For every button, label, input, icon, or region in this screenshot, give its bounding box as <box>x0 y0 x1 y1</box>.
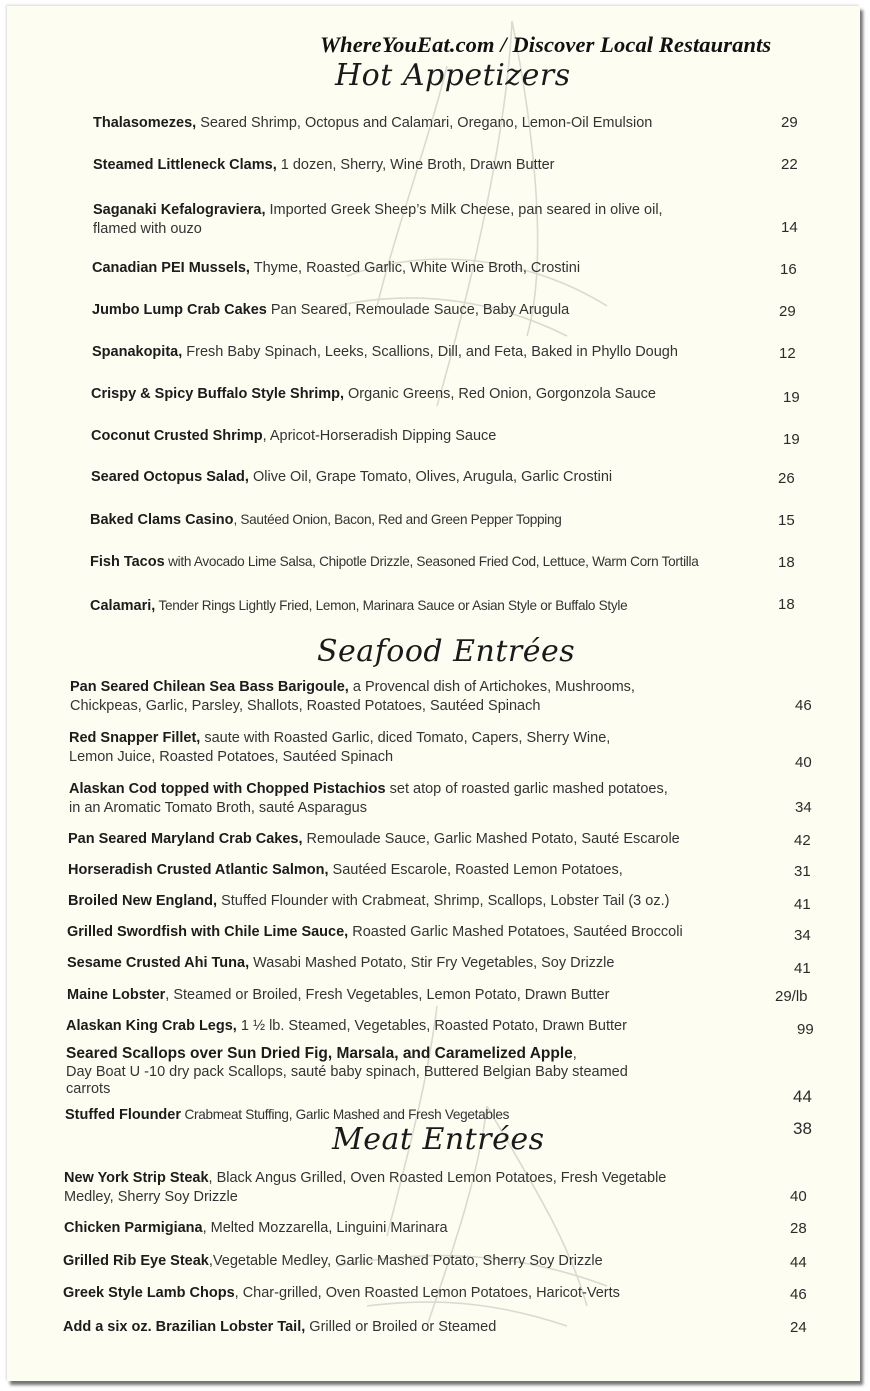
menu-item: Calamari, Tender Rings Lightly Fried, Lemon, Marinara Sauce or Asian Style or Buffalo Style <box>90 598 628 614</box>
menu-item-price: 34 <box>794 927 811 944</box>
menu-item-price: 26 <box>778 470 795 487</box>
menu-item-price: 34 <box>795 799 812 816</box>
menu-item-price: 41 <box>794 896 811 913</box>
menu-page <box>7 6 860 1381</box>
section-title-meat-entrees: Meat Entrées <box>332 1122 545 1157</box>
menu-item-price: 38 <box>793 1119 812 1138</box>
menu-item-price: 19 <box>783 431 800 448</box>
menu-item-price: 46 <box>790 1286 807 1303</box>
menu-item: Spanakopita, Fresh Baby Spinach, Leeks, Scallions, Dill, and Feta, Baked in Phyllo Dough <box>92 344 678 360</box>
menu-item-price: 18 <box>778 554 795 571</box>
menu-item: Steamed Littleneck Clams, 1 dozen, Sherry, Wine Broth, Drawn Butter <box>93 157 555 173</box>
menu-item-price: 31 <box>794 863 811 880</box>
menu-item-price: 44 <box>790 1254 807 1271</box>
menu-item-price: 29 <box>781 114 798 131</box>
menu-item: Grilled Rib Eye Steak,Vegetable Medley, Garlic Mashed Potato, Sherry Soy Drizzle <box>63 1253 603 1269</box>
menu-item-price: 44 <box>793 1087 812 1106</box>
section-title-hot-appetizers: Hot Appetizers <box>335 58 571 93</box>
menu-item-price: 40 <box>795 754 812 771</box>
menu-item-price: 15 <box>778 512 795 529</box>
menu-item-price: 19 <box>783 389 800 406</box>
menu-item: Jumbo Lump Crab Cakes Pan Seared, Remoulade Sauce, Baby Arugula <box>92 302 570 318</box>
menu-item-price: 46 <box>795 697 812 714</box>
menu-item: Pan Seared Chilean Sea Bass Barigoule, a Provencal dish of Artichokes, Mushrooms, Chickpeas, Garlic, Parsley, Shallots, Roasted Potatoes, Sautéed Spinach <box>70 679 635 714</box>
menu-item-price: 24 <box>790 1319 807 1336</box>
site-banner: WhereYouEat.com / Discover Local Restaurants <box>320 32 772 57</box>
menu-item: Greek Style Lamb Chops, Char-grilled, Oven Roasted Lemon Potatoes, Haricot-Verts <box>63 1285 620 1301</box>
menu-item: Thalasomezes, Seared Shrimp, Octopus and Calamari, Oregano, Lemon-Oil Emulsion <box>93 115 653 131</box>
menu-item-price: 99 <box>797 1021 814 1038</box>
menu-item-price: 40 <box>790 1188 807 1205</box>
menu-item: Maine Lobster, Steamed or Broiled, Fresh Vegetables, Lemon Potato, Drawn Butter <box>67 987 610 1003</box>
menu-item: Fish Tacos with Avocado Lime Salsa, Chipotle Drizzle, Seasoned Fried Cod, Lettuce, Warm Corn Tortilla <box>90 554 699 570</box>
menu-item: Crispy & Spicy Buffalo Style Shrimp, Organic Greens, Red Onion, Gorgonzola Sauce <box>91 386 656 402</box>
menu-item: Pan Seared Maryland Crab Cakes, Remoulade Sauce, Garlic Mashed Potato, Sauté Escarole <box>68 831 680 847</box>
menu-item: Horseradish Crusted Atlantic Salmon, Sautéed Escarole, Roasted Lemon Potatoes, <box>68 862 623 878</box>
menu-item-price: 16 <box>780 261 797 278</box>
menu-item: Add a six oz. Brazilian Lobster Tail, Grilled or Broiled or Steamed <box>63 1319 497 1335</box>
menu-item-price: 41 <box>794 960 811 977</box>
menu-item-price: 18 <box>778 596 795 613</box>
menu-item-price: 42 <box>794 832 811 849</box>
menu-item: Seared Scallops over Sun Dried Fig, Marsala, and Caramelized Apple, Day Boat U -10 dry pack Scallops, sauté baby spinach, Buttered Belgian Baby steamed carrots <box>66 1045 628 1097</box>
menu-item-price: 12 <box>779 345 796 362</box>
menu-item: Red Snapper Fillet, saute with Roasted Garlic, diced Tomato, Capers, Sherry Wine, Lemon Juice, Roasted Potatoes, Sautéed Spinach <box>69 730 611 765</box>
menu-item-price: 22 <box>781 156 798 173</box>
menu-item: Baked Clams Casino, Sautéed Onion, Bacon, Red and Green Pepper Topping <box>90 512 562 528</box>
menu-item: Saganaki Kefalograviera, Imported Greek Sheep’s Milk Cheese, pan seared in olive oil, flamed with ouzo <box>93 202 663 237</box>
menu-item: Chicken Parmigiana, Melted Mozzarella, Linguini Marinara <box>64 1220 448 1236</box>
section-title-seafood-entrees: Seafood Entrées <box>317 634 576 669</box>
menu-item: Broiled New England, Stuffed Flounder with Crabmeat, Shrimp, Scallops, Lobster Tail (3 oz.) <box>68 893 670 909</box>
menu-item: Grilled Swordfish with Chile Lime Sauce, Roasted Garlic Mashed Potatoes, Sautéed Broccoli <box>67 924 683 940</box>
menu-item: Alaskan King Crab Legs, 1 ½ lb. Steamed, Vegetables, Roasted Potato, Drawn Butter <box>66 1018 627 1034</box>
menu-item: Coconut Crusted Shrimp, Apricot-Horseradish Dipping Sauce <box>91 428 497 444</box>
menu-item: Canadian PEI Mussels, Thyme, Roasted Garlic, White Wine Broth, Crostini <box>92 260 581 276</box>
menu-item: Sesame Crusted Ahi Tuna, Wasabi Mashed Potato, Stir Fry Vegetables, Soy Drizzle <box>67 955 615 971</box>
menu-item-price: 29/lb <box>775 988 808 1005</box>
menu-item-price: 14 <box>781 219 798 236</box>
menu-item: Stuffed Flounder Crabmeat Stuffing, Garlic Mashed and Fresh Vegetables <box>65 1107 510 1123</box>
menu-item-price: 29 <box>779 303 796 320</box>
menu-item: Seared Octopus Salad, Olive Oil, Grape Tomato, Olives, Arugula, Garlic Crostini <box>91 469 613 485</box>
menu-item-price: 28 <box>790 1220 807 1237</box>
menu-item: New York Strip Steak, Black Angus Grilled, Oven Roasted Lemon Potatoes, Fresh Vegetable Medley, Sherry Soy Drizzle <box>64 1170 667 1205</box>
menu-item: Alaskan Cod topped with Chopped Pistachios set atop of roasted garlic mashed potatoes, in an Aromatic Tomato Broth, sauté Asparagus <box>69 781 668 816</box>
